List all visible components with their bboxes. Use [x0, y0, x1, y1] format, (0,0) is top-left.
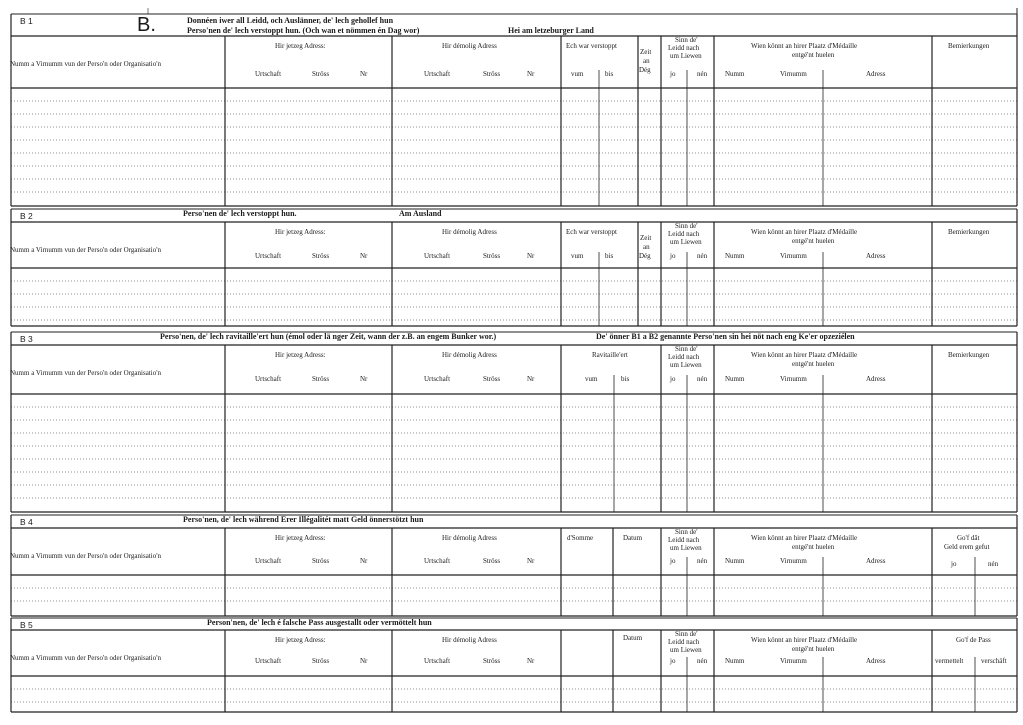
col-money-yes-header: jo	[951, 560, 957, 568]
col-medal-firstname-header: Virnumm	[780, 70, 807, 78]
col-medal-header: Wien könnt an hirer Plaatz d'Médaille	[751, 228, 858, 236]
col-no-header: nén	[697, 657, 708, 665]
section-id: B 2	[20, 211, 33, 221]
col-city-header: Urtschaft	[424, 375, 451, 383]
col-yes-header: jo	[670, 657, 676, 665]
col-medal-header: Wien könnt an hirer Plaatz d'Médaille	[751, 351, 858, 359]
col-former-address-header: Hir démolig Adress	[442, 351, 497, 359]
col-pass-arranged-header: vermettelt	[935, 657, 964, 665]
col-yes-header: jo	[670, 70, 676, 78]
col-remarks-header: Bemierkungen	[948, 42, 990, 50]
section-title-2: Am Ausland	[399, 209, 442, 218]
section-title: Perso'nen de' lech verstoppt hun.	[183, 209, 297, 218]
section-title-2: De' önner B1 a B2 genannte Perso'nen sin hei nöt nach eng Ke'er opzeziélen	[596, 332, 855, 341]
col-medal-address-header: Adress	[866, 557, 886, 565]
col-date-header: Datum	[623, 534, 643, 542]
col-from-header: vum	[585, 375, 598, 383]
col-street-header: Ströss	[483, 252, 501, 260]
col-city-header: Urtschaft	[424, 70, 451, 78]
col-medal-header: Wien könnt an hirer Plaatz d'Médaille	[751, 636, 858, 644]
col-former-address-header: Hir démolig Adress	[442, 228, 497, 236]
col-current-address-header: Hir jetzeg Adress:	[275, 228, 326, 236]
col-suffer-header: um Liewen	[670, 544, 702, 552]
col-remarks-header: Bemierkungen	[948, 228, 990, 236]
col-time-header: an	[643, 243, 650, 251]
col-suffer-header: Leidd nach	[668, 638, 700, 646]
col-street-header: Ströss	[483, 70, 501, 78]
col-to-header: bis	[621, 375, 630, 383]
col-suffer-header: um Liewen	[670, 238, 702, 246]
col-nr-header: Nr	[360, 557, 368, 565]
col-date-header: Datum	[623, 634, 643, 642]
col-suffer-header: Sinn de'	[675, 630, 698, 638]
col-no-header: nén	[697, 557, 708, 565]
col-period-header: Ech war verstoppt	[566, 228, 617, 236]
col-nr-header: Nr	[527, 657, 535, 665]
col-name-header: Numm a Virnumm vun der Perso'n oder Organisatio'n	[10, 552, 161, 560]
col-suffer-header: Sinn de'	[675, 222, 698, 230]
col-street-header: Ströss	[312, 252, 330, 260]
col-no-header: nén	[697, 375, 708, 383]
col-suffer-header: Leidd nach	[668, 353, 700, 361]
col-no-header: nén	[697, 252, 708, 260]
col-time-header: an	[643, 57, 650, 65]
col-nr-header: Nr	[527, 557, 535, 565]
col-medal-address-header: Adress	[866, 375, 886, 383]
col-former-address-header: Hir démolig Adress	[442, 42, 497, 50]
col-city-header: Urtschaft	[255, 252, 282, 260]
col-former-address-header: Hir démolig Adress	[442, 636, 497, 644]
section-id: B 1	[20, 16, 33, 26]
col-period-header: Ech war verstoppt	[566, 42, 617, 50]
col-suffer-header: Leidd nach	[668, 230, 700, 238]
col-street-header: Ströss	[312, 557, 330, 565]
col-medal-firstname-header: Virnumm	[780, 557, 807, 565]
col-name-header: Numm a Virnumm vun der Perso'n oder Organisatio'n	[10, 246, 161, 254]
col-yes-header: jo	[670, 375, 676, 383]
col-to-header: bis	[605, 252, 614, 260]
section-title: Perso'nen, de' lech ravitaille'ert hun (émol oder lä nger Zeit, wann der z.B. an engem Bunker wor.)	[160, 332, 497, 341]
col-city-header: Urtschaft	[255, 657, 282, 665]
col-remarks-header: Bemierkungen	[948, 351, 990, 359]
col-medal-header: entgé'nt huelen	[792, 645, 835, 653]
col-nr-header: Nr	[360, 657, 368, 665]
col-time-header: Dég	[639, 252, 651, 260]
col-nr-header: Nr	[527, 252, 535, 260]
col-street-header: Ströss	[483, 375, 501, 383]
col-medal-firstname-header: Virnumm	[780, 657, 807, 665]
col-medal-header: entgé'nt huelen	[792, 543, 835, 551]
col-medal-name-header: Numm	[725, 252, 745, 260]
section-title: Person'nen, de' lech é falsche Pass ausgestallt oder vermöttelt hun	[207, 618, 432, 627]
col-yes-header: jo	[670, 557, 676, 565]
col-suffer-header: Leidd nach	[668, 44, 700, 52]
col-suffer-header: Sinn de'	[675, 36, 698, 44]
col-medal-name-header: Numm	[725, 375, 745, 383]
col-street-header: Ströss	[483, 657, 501, 665]
col-suffer-header: Leidd nach	[668, 536, 700, 544]
col-yes-header: jo	[670, 252, 676, 260]
col-name-header: Numm a Virnumm vun der Perso'n oder Organisatio'n	[10, 369, 161, 377]
col-nr-header: Nr	[360, 375, 368, 383]
col-from-header: vum	[571, 252, 584, 260]
col-from-header: vum	[571, 70, 584, 78]
col-street-header: Ströss	[312, 657, 330, 665]
col-medal-address-header: Adress	[866, 252, 886, 260]
col-medal-header: entgé'nt huelen	[792, 51, 835, 59]
col-city-header: Urtschaft	[424, 657, 451, 665]
section-id: B 4	[20, 517, 33, 527]
col-nr-header: Nr	[360, 70, 368, 78]
section-id: B 3	[20, 334, 33, 344]
col-current-address-header: Hir jetzeg Adress:	[275, 351, 326, 359]
col-pass-header: Go'f de Pass	[956, 636, 991, 644]
col-period-header: Ravitaille'ert	[592, 351, 628, 359]
col-city-header: Urtschaft	[255, 70, 282, 78]
col-nr-header: Nr	[527, 70, 535, 78]
header-line-2-location: Hei am letzeburger Land	[508, 26, 594, 35]
col-street-header: Ströss	[312, 375, 330, 383]
col-medal-header: entgé'nt huelen	[792, 237, 835, 245]
col-suffer-header: um Liewen	[670, 646, 702, 654]
col-street-header: Ströss	[312, 70, 330, 78]
col-suffer-header: um Liewen	[670, 361, 702, 369]
col-name-header: Numm a Virnumm vun der Perso'n oder Organisatio'n	[10, 654, 161, 662]
col-current-address-header: Hir jetzeg Adress:	[275, 636, 326, 644]
col-city-header: Urtschaft	[424, 557, 451, 565]
section-id: B 5	[20, 620, 33, 630]
col-former-address-header: Hir démolig Adress	[442, 534, 497, 542]
col-medal-header: Wien könnt an hirer Plaatz d'Médaille	[751, 42, 858, 50]
col-medal-address-header: Adress	[866, 657, 886, 665]
col-no-header: nén	[697, 70, 708, 78]
col-medal-header: entgé'nt huelen	[792, 360, 835, 368]
col-city-header: Urtschaft	[255, 557, 282, 565]
col-current-address-header: Hir jetzeg Adress:	[275, 42, 326, 50]
col-city-header: Urtschaft	[424, 252, 451, 260]
col-medal-name-header: Numm	[725, 70, 745, 78]
col-time-header: Zeit	[640, 234, 652, 242]
col-medal-name-header: Numm	[725, 557, 745, 565]
section-title: Perso'nen, de' lech während Erer Illégalitét matt Geld önnerstötzt hun	[183, 515, 424, 524]
col-medal-firstname-header: Virnumm	[780, 375, 807, 383]
col-time-header: Dég	[639, 66, 651, 74]
col-suffer-header: Sinn de'	[675, 528, 698, 536]
col-nr-header: Nr	[360, 252, 368, 260]
col-money-returned-header: Geld erem gefut	[944, 543, 990, 551]
col-time-header: Zeit	[640, 48, 652, 56]
col-suffer-header: um Liewen	[670, 52, 702, 60]
col-name-header: Numm a Virnumm vun der Perso'n oder Organisatio'n	[10, 60, 161, 68]
col-suffer-header: Sinn de'	[675, 345, 698, 353]
col-current-address-header: Hir jetzeg Adress:	[275, 534, 326, 542]
col-money-returned-header: Go'f dât	[957, 534, 980, 542]
col-amount-header: d'Somme	[567, 534, 594, 542]
col-city-header: Urtschaft	[255, 375, 282, 383]
col-nr-header: Nr	[527, 375, 535, 383]
col-money-no-header: nén	[988, 560, 999, 568]
col-medal-name-header: Numm	[725, 657, 745, 665]
header-line-2: Perso'nen de' lech verstoppt hun. (Och wan et nömmen én Dag wor)	[187, 26, 420, 35]
header-line-1: Donnéen iwer all Leidd, och Auslänner, de' lech gehollef hun	[187, 16, 394, 25]
col-medal-firstname-header: Virnumm	[780, 252, 807, 260]
col-medal-header: Wien könnt an hirer Plaatz d'Médaille	[751, 534, 858, 542]
form-letter: B.	[137, 14, 156, 36]
col-pass-procured-header: verschäft	[981, 657, 1007, 665]
col-medal-address-header: Adress	[866, 70, 886, 78]
col-to-header: bis	[605, 70, 614, 78]
col-street-header: Ströss	[483, 557, 501, 565]
